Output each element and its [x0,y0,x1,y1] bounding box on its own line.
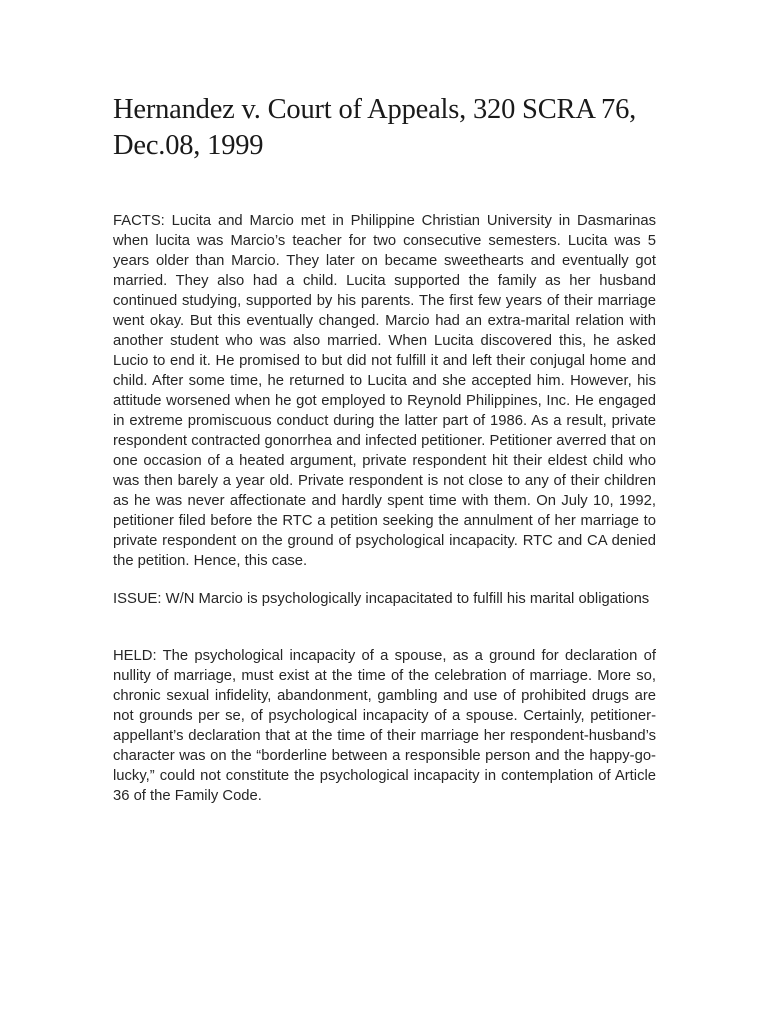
facts-paragraph: FACTS: Lucita and Marcio met in Philippine Christian University in Dasmarinas when lucita was Marcio’s teacher for two consecutive semesters. Lucita was 5 years older than Marcio. They later on became sweethearts and eventually got married. They also had a child. Lucita supported the family as her husband continued studying, supported by his parents. The first few years of their marriage went okay. But this eventually changed. Marcio had an extra-marital relation with another student who was also married. When Lucita discovered this, he asked Lucio to end it. He promised to but did not fulfill it and left their conjugal home and child. After some time, he returned to Lucita and she accepted him. However, his attitude worsened when he got employed to Reynold Philippines, Inc. He engaged in extreme promiscuous conduct during the latter part of 1986. As a result, private respondent contracted gonorrhea and infected petitioner. Petitioner averred that on one occasion of a heated argument, private respondent hit their eldest child who was then barely a year old. Private respondent is not close to any of their children as he was never affectionate and hardly spent time with them. On July 10, 1992, petitioner filed before the RTC a petition seeking the annulment of her marriage to private respondent on the ground of psychological incapacity. RTC and CA denied the petition. Hence, this case. [113,213,656,569]
document-page [113,92,656,806]
issue-paragraph: ISSUE: W/N Marcio is psychologically incapacitated to fulfill his marital obligations [113,591,650,607]
held-paragraph: HELD: The psychological incapacity of a spouse, as a ground for declaration of nullity of marriage, must exist at the time of the celebration of marriage. More so, chronic sexual infidelity, abandonment, gambling and use of prohibited drugs are not grounds per se, of psychological incapacity of a spouse. Certainly, petitioner-appellant’s declaration that at the time of their marriage her respondent-husband’s character was on the “borderline between a responsible person and the happy-go-lucky,” could not constitute the psychological incapacity in contemplation of Article 36 of the Family Code. [113,648,656,804]
page-title: Hernandez v. Court of Appeals, 320 SCRA 76, Dec.08, 1999 [113,94,637,161]
